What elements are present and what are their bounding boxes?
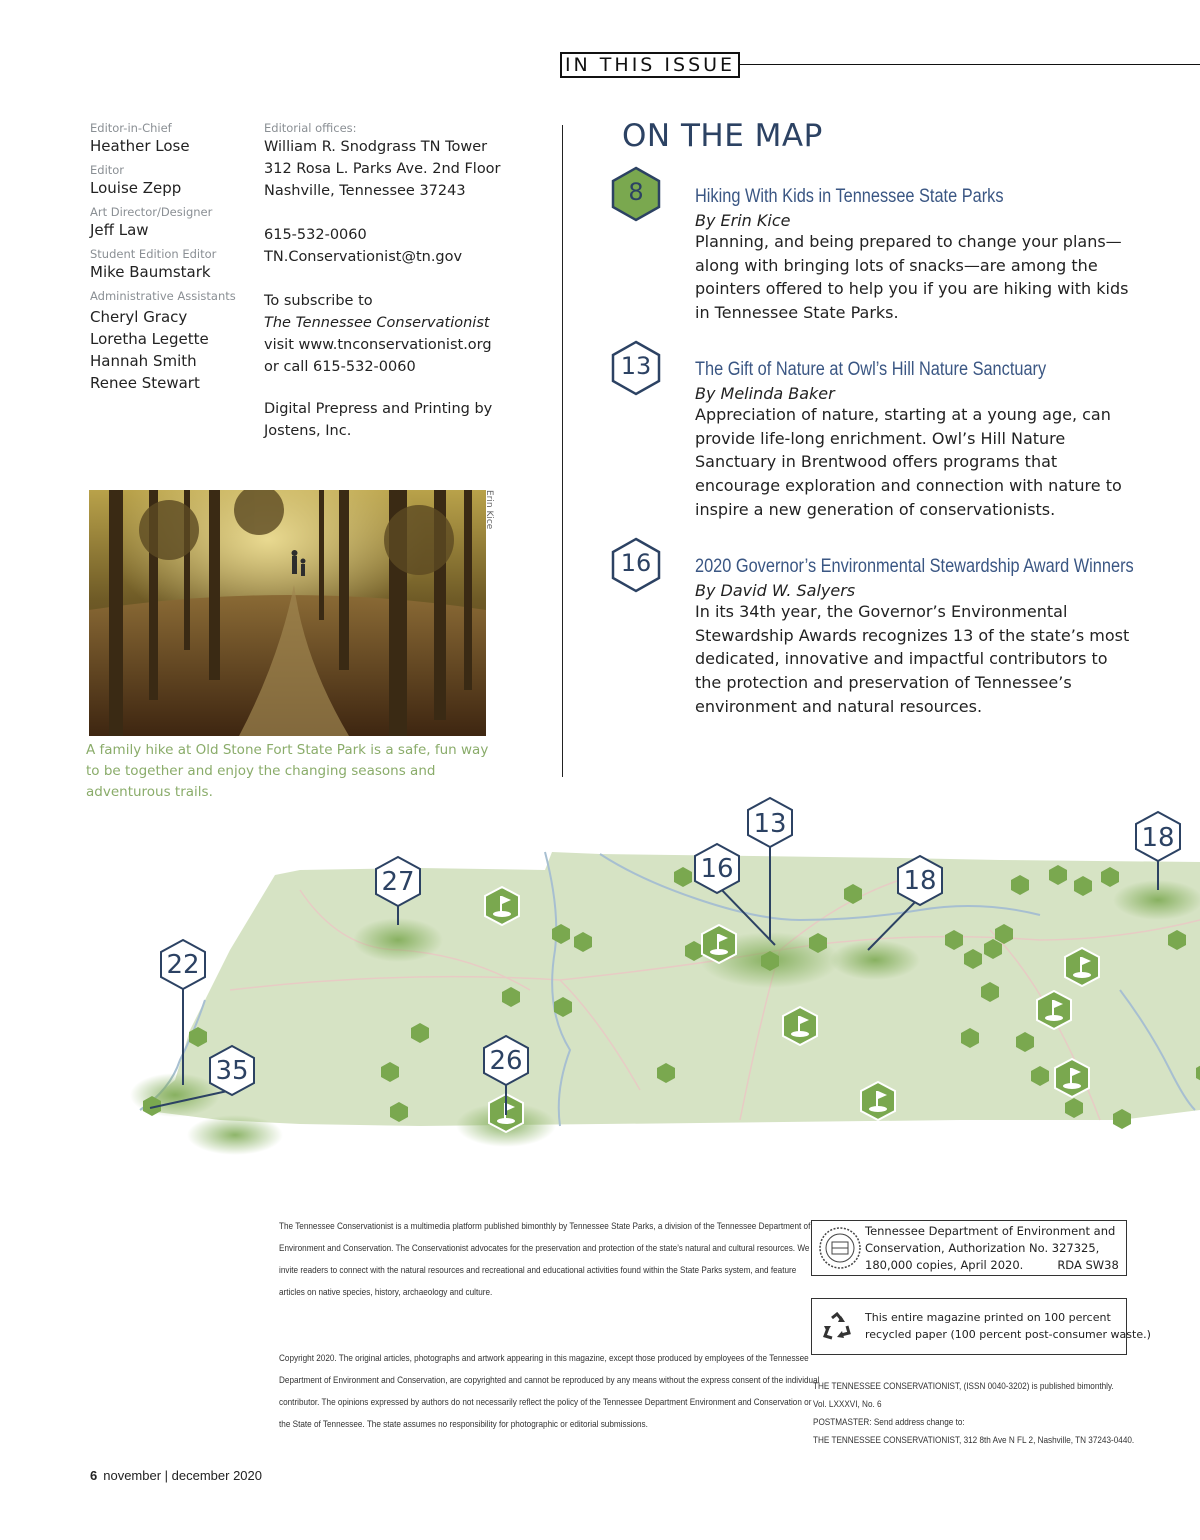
page-16-hex-badge bbox=[611, 537, 661, 598]
art-director-name: Jeff Law bbox=[90, 221, 149, 239]
column-divider bbox=[562, 125, 563, 777]
page-number: 13 bbox=[620, 352, 652, 380]
office-phone: 615-532-0060 bbox=[264, 227, 367, 243]
page-number: 16 bbox=[620, 549, 652, 577]
editor-in-chief-name: Heather Lose bbox=[90, 137, 190, 155]
publication-line: THE TENNESSEE CONSERVATIONIST, 312 8th Ave N FL 2, Nashville, TN 37243-0440. bbox=[813, 1435, 1135, 1446]
map-marker-label: 35 bbox=[215, 1056, 249, 1086]
map-marker[interactable] bbox=[695, 844, 739, 893]
admin-name: Cheryl Gracy bbox=[90, 308, 188, 326]
photo-caption: A family hike at Old Stone Fort State Park is a safe, fun way to be together and enjoy the changing seasons and adventurous trails. bbox=[86, 742, 489, 800]
admin-name: Renee Stewart bbox=[90, 374, 200, 392]
recycled-line: This entire magazine printed on 100 percent bbox=[865, 1311, 1111, 1324]
admin-label: Administrative Assistants bbox=[90, 289, 236, 303]
offices-label: Editorial offices: bbox=[264, 121, 357, 135]
page-folio bbox=[90, 1468, 262, 1483]
subscribe-line: To subscribe to bbox=[264, 293, 373, 309]
article-entry[interactable] bbox=[695, 186, 1135, 325]
map-marker[interactable] bbox=[748, 798, 792, 847]
article-title[interactable]: Hiking With Kids in Tennessee State Parks bbox=[695, 186, 1004, 207]
student-editor-name: Mike Baumstark bbox=[90, 263, 211, 281]
article-summary: Appreciation of nature, starting at a young age, can provide life-long enrichment. Owl’s Hill Nature Sanctuary in Brentwood offers programs that encourage exploration and connection with nature to inspire a new generation of conservationists. bbox=[695, 405, 1122, 519]
article-byline: By Melinda Baker bbox=[695, 384, 835, 403]
map-marker-label: 18 bbox=[903, 866, 937, 896]
issue-date: november | december 2020 bbox=[103, 1468, 262, 1483]
editor-label: Editor bbox=[90, 163, 125, 177]
magazine-name: The Tennessee Conservationist bbox=[264, 315, 490, 331]
recycled-text bbox=[865, 1309, 1151, 1343]
publication-line: THE TENNESSEE CONSERVATIONIST, (ISSN 0040-3202) is published bimonthly. bbox=[813, 1381, 1114, 1392]
map-marker-label: 26 bbox=[489, 1046, 523, 1076]
office-address-line: William R. Snodgrass TN Tower bbox=[264, 139, 488, 155]
map-marker[interactable] bbox=[1136, 812, 1180, 861]
admin-name: Hannah Smith bbox=[90, 352, 197, 370]
map-marker[interactable] bbox=[898, 856, 942, 905]
state-seal-icon bbox=[818, 1226, 862, 1270]
copyright-text: Copyright 2020. The original articles, photographs and artwork appearing in this magazine, except those produced by employees of the Tennessee Department of Environment and Conservation, are copyrighted and cannot be reproduced by any means without the express consent of the individual contributor. The opinions expressed by authors do not necessarily reflect the policy of the Tennessee Department Environment and Conservation or the State of Tennessee. The state assumes no responsibility for photographic or editorial submissions. bbox=[279, 1353, 820, 1430]
editor-in-chief-label: Editor-in-Chief bbox=[90, 121, 172, 135]
editor-name: Louise Zepp bbox=[90, 179, 182, 197]
section-title: ON THE MAP bbox=[622, 118, 823, 154]
about-statement bbox=[279, 1216, 824, 1304]
tennessee-map bbox=[0, 790, 1200, 1170]
page-number: 6 bbox=[90, 1468, 98, 1483]
office-address-line: 312 Rosa L. Parks Ave. 2nd Floor bbox=[264, 161, 501, 177]
printing-line: Jostens, Inc. bbox=[264, 423, 352, 439]
map-marker-label: 18 bbox=[1141, 823, 1175, 853]
article-title[interactable]: The Gift of Nature at Owl’s Hill Nature Sanctuary bbox=[695, 359, 1047, 380]
page-8-hex-badge bbox=[611, 166, 661, 227]
authorization-line bbox=[865, 1257, 1119, 1274]
editorial-offices bbox=[264, 121, 554, 442]
subscribe-phone: or call 615-532-0060 bbox=[264, 359, 416, 375]
art-director-label: Art Director/Designer bbox=[90, 205, 213, 219]
rda-code: RDA SW38 bbox=[1057, 1258, 1119, 1272]
article-summary: In its 34th year, the Governor’s Environmental Stewardship Awards recognizes 13 of the state’s most dedicated, innovative and impactful contributors to the protection and preservation of Tennessee’s environment and natural resources. bbox=[695, 602, 1130, 716]
recycle-icon bbox=[822, 1312, 852, 1342]
article-entry[interactable] bbox=[695, 359, 1135, 522]
recycled-line: recycled paper (100 percent post-consumer waste.) bbox=[865, 1328, 1151, 1341]
section-label: IN THIS ISSUE bbox=[560, 52, 740, 78]
subscribe-url[interactable]: visit www.tnconservationist.org bbox=[264, 337, 492, 353]
authorization-text bbox=[865, 1223, 1119, 1274]
masthead bbox=[90, 121, 260, 394]
map-marker[interactable] bbox=[484, 1036, 528, 1085]
map-marker[interactable] bbox=[210, 1046, 254, 1095]
map-marker-label: 22 bbox=[166, 950, 200, 980]
article-entry[interactable] bbox=[695, 556, 1200, 719]
copyright-statement bbox=[279, 1348, 824, 1436]
map-marker-label: 27 bbox=[381, 867, 415, 897]
publication-info bbox=[813, 1378, 1134, 1450]
publication-line: POSTMASTER: Send address change to: bbox=[813, 1417, 965, 1428]
article-title[interactable]: 2020 Governor’s Environmental Stewardship Award Winners bbox=[695, 556, 1134, 577]
map-marker[interactable] bbox=[376, 857, 420, 906]
student-editor-label: Student Edition Editor bbox=[90, 247, 217, 261]
copies-text: 180,000 copies, April 2020. bbox=[865, 1258, 1024, 1272]
office-email[interactable]: TN.Conservationist@tn.gov bbox=[264, 249, 463, 265]
about-text: The Tennessee Conservationist is a multimedia platform published bimonthly by Tennessee State Parks, a division of the Tennessee Department of Environment and Conservation. The Conservationist advocates for the preservation and protection of the state’s natural and cultural resources. We invite readers to connect with the natural resources and recreational and educational activities found within the State Parks system, and feature articles on native species, history, archaeology and culture. bbox=[279, 1221, 811, 1298]
page-number: 8 bbox=[628, 178, 644, 206]
header-rule bbox=[740, 64, 1200, 65]
office-address-line: Nashville, Tennessee 37243 bbox=[264, 183, 466, 199]
authorization-box bbox=[811, 1220, 1127, 1276]
recycled-paper-box bbox=[811, 1298, 1151, 1355]
article-byline: By David W. Salyers bbox=[695, 581, 856, 600]
article-byline: By Erin Kice bbox=[695, 211, 791, 230]
printing-line: Digital Prepress and Printing by bbox=[264, 401, 493, 417]
map-marker[interactable] bbox=[161, 940, 205, 989]
authorization-line: Conservation, Authorization No. 327325, bbox=[865, 1241, 1100, 1255]
page-13-hex-badge bbox=[611, 340, 661, 401]
map-marker-label: 16 bbox=[700, 854, 734, 884]
admin-name: Loretha Legette bbox=[90, 330, 209, 348]
article-summary: Planning, and being prepared to change your plans—along with bringing lots of snacks—are among the pointers offered to help you if you are hiking with kids in Tennessee State Parks. bbox=[695, 232, 1129, 323]
forest-trail-photo bbox=[89, 490, 486, 736]
publication-line: Vol. LXXXVI, No. 6 bbox=[813, 1399, 882, 1410]
map-marker-label: 13 bbox=[753, 809, 787, 839]
photo-credit: Erin Kice bbox=[484, 490, 494, 530]
authorization-line: Tennessee Department of Environment and bbox=[865, 1224, 1116, 1238]
